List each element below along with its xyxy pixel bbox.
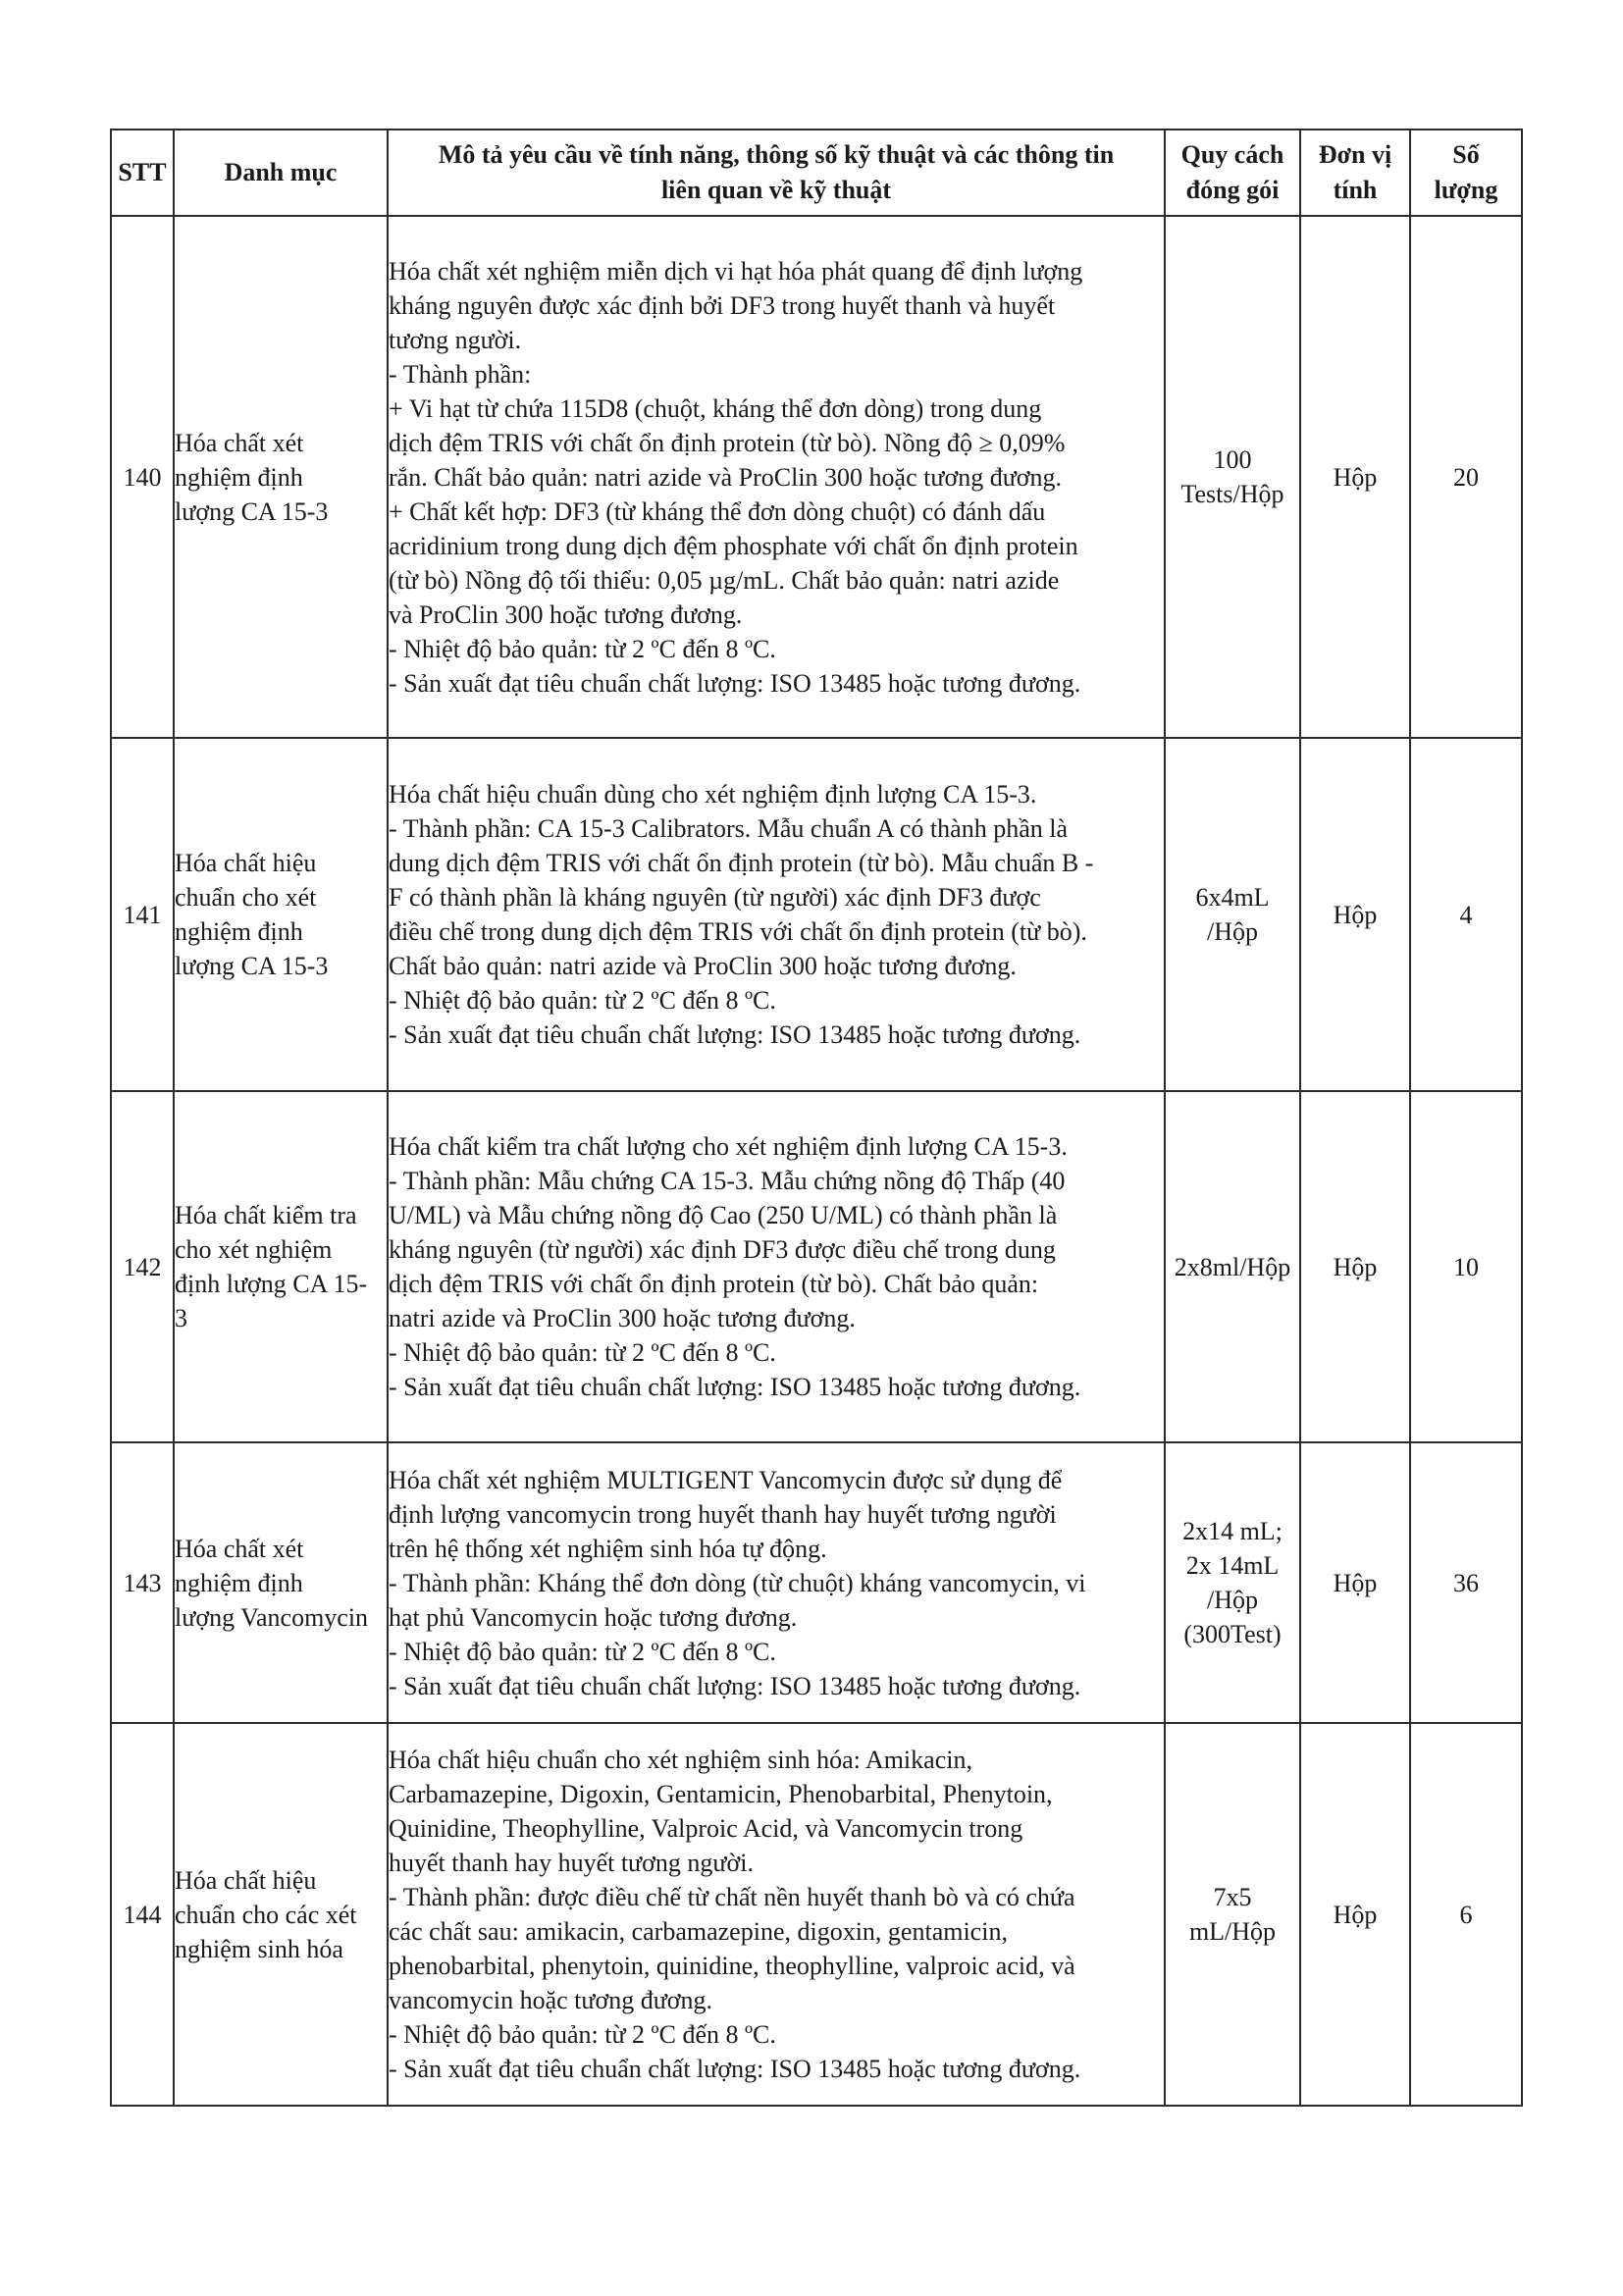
table-header-row bbox=[111, 130, 1522, 216]
row-desc-line: Hóa chất kiểm tra chất lượng cho xét nghiệm định lượng CA 15-3. bbox=[389, 1132, 1068, 1161]
row-stt: 140 bbox=[111, 216, 174, 738]
row-desc-line: U/ML) và Mẫu chứng nồng độ Cao (250 U/ML) có thành phần là bbox=[389, 1201, 1058, 1229]
row-stt: 143 bbox=[111, 1442, 174, 1723]
row-name-line: cho xét nghiệm bbox=[175, 1235, 333, 1264]
row-stt: 142 bbox=[111, 1091, 174, 1442]
row-name-line: định lượng CA 15- bbox=[175, 1270, 368, 1298]
row-desc-line: dung dịch đệm TRIS với chất ổn định protein (từ bò). Mẫu chuẩn B - bbox=[389, 849, 1094, 877]
row-quantity: 6 bbox=[1410, 1723, 1522, 2106]
row-name-line: Hóa chất xét bbox=[175, 1534, 304, 1563]
row-pack-line: 2x14 mL; bbox=[1182, 1517, 1283, 1545]
row-desc-line: dịch đệm TRIS với chất ổn định protein (từ bò). Chất bảo quản: bbox=[389, 1270, 1039, 1298]
row-desc-line: + Vi hạt từ chứa 115D8 (chuột, kháng thể đơn dòng) trong dung bbox=[389, 393, 1042, 423]
row-desc-line: huyết thanh hay huyết tương người. bbox=[389, 1849, 754, 1877]
row-name-line: nghiệm định bbox=[175, 1568, 303, 1597]
row-desc-line: + Chất kết hợp: DF3 (từ kháng thể đơn dòng chuột) có đánh dấu bbox=[389, 496, 1046, 526]
row-name bbox=[174, 1442, 388, 1723]
row-desc-line: - Nhiệt độ bảo quản: từ 2 ºC đến 8 ºC. bbox=[389, 1637, 776, 1666]
header-pack-line: Quy cách bbox=[1180, 140, 1284, 169]
table-row bbox=[111, 738, 1522, 1091]
row-stt: 141 bbox=[111, 738, 174, 1091]
row-description bbox=[388, 738, 1165, 1091]
row-name-line: lượng CA 15-3 bbox=[175, 952, 329, 980]
specification-table bbox=[110, 129, 1523, 2107]
row-packaging bbox=[1165, 738, 1300, 1091]
row-packaging bbox=[1165, 1091, 1300, 1442]
row-desc-line: - Sản xuất đạt tiêu chuẩn chất lượng: ISO 13485 hoặc tương đương. bbox=[389, 1373, 1081, 1401]
row-desc-line: trên hệ thống xét nghiệm sinh hóa tự động. bbox=[389, 1534, 827, 1563]
row-desc-line: Hóa chất xét nghiệm miễn dịch vi hạt hóa phát quang để định lượng bbox=[389, 256, 1083, 286]
row-pack-line: Tests/Hộp bbox=[1180, 480, 1284, 508]
row-desc-line: Chất bảo quản: natri azide và ProClin 300 hoặc tương đương. bbox=[389, 952, 1017, 980]
row-name-line: lượng Vancomycin bbox=[175, 1602, 369, 1632]
row-desc-line: F có thành phần là kháng nguyên (từ người) xác định DF3 được bbox=[389, 883, 1041, 912]
row-pack-line: 2x8ml/Hộp bbox=[1174, 1252, 1291, 1281]
row-unit: Hộp bbox=[1300, 738, 1410, 1091]
row-desc-line: - Thành phần: Kháng thể đơn dòng (từ chuột) kháng vancomycin, vi bbox=[389, 1568, 1086, 1597]
row-unit: Hộp bbox=[1300, 1442, 1410, 1723]
row-name-line: Hóa chất xét bbox=[175, 428, 304, 457]
header-qty bbox=[1410, 130, 1522, 216]
row-name-line: nghiệm sinh hóa bbox=[175, 1934, 343, 1963]
header-unit bbox=[1300, 130, 1410, 216]
row-desc-line: hạt phủ Vancomycin hoặc tương đương. bbox=[389, 1602, 798, 1632]
row-name-line: nghiệm định bbox=[175, 462, 303, 492]
row-description bbox=[388, 216, 1165, 738]
row-desc-line: rắn. Chất bảo quản: natri azide và ProClin 300 hoặc tương đương. bbox=[389, 462, 1063, 492]
row-desc-line: acridinium trong dung dịch đệm phosphate với chất ổn định protein bbox=[389, 531, 1078, 560]
row-unit: Hộp bbox=[1300, 1723, 1410, 2106]
row-desc-line: Hóa chất hiệu chuẩn cho xét nghiệm sinh hóa: Amikacin, bbox=[389, 1746, 972, 1774]
row-desc-line: Carbamazepine, Digoxin, Gentamicin, Phenobarbital, Phenytoin, bbox=[389, 1780, 1053, 1808]
row-packaging bbox=[1165, 1442, 1300, 1723]
row-desc-line: - Thành phần: Mẫu chứng CA 15-3. Mẫu chứng nồng độ Thấp (40 bbox=[389, 1167, 1066, 1195]
table-row bbox=[111, 216, 1522, 738]
row-desc-line: Hóa chất xét nghiệm MULTIGENT Vancomycin được sử dụng để bbox=[389, 1465, 1063, 1494]
row-pack-line: (300Test) bbox=[1183, 1620, 1282, 1648]
row-desc-line: - Nhiệt độ bảo quản: từ 2 ºC đến 8 ºC. bbox=[389, 986, 776, 1015]
row-name-line: chuẩn cho các xét bbox=[175, 1900, 357, 1929]
row-desc-line: - Nhiệt độ bảo quản: từ 2 ºC đến 8 ºC. bbox=[389, 2020, 776, 2049]
header-pack-line: đóng gói bbox=[1185, 176, 1280, 204]
row-name bbox=[174, 216, 388, 738]
row-pack-line: /Hộp bbox=[1207, 917, 1258, 946]
row-unit: Hộp bbox=[1300, 1091, 1410, 1442]
row-desc-line: dịch đệm TRIS với chất ổn định protein (từ bò). Nồng độ ≥ 0,09% bbox=[389, 428, 1066, 457]
row-name-line: Hóa chất hiệu bbox=[175, 1865, 317, 1895]
table-row bbox=[111, 1091, 1522, 1442]
row-desc-line: vancomycin hoặc tương đương. bbox=[389, 1986, 713, 2014]
row-quantity: 36 bbox=[1410, 1442, 1522, 1723]
row-desc-line: và ProClin 300 hoặc tương đương. bbox=[389, 600, 743, 629]
row-quantity: 20 bbox=[1410, 216, 1522, 738]
row-name-line: nghiệm định bbox=[175, 917, 303, 946]
row-desc-line: - Nhiệt độ bảo quản: từ 2 ºC đến 8 ºC. bbox=[389, 1338, 776, 1367]
header-pack bbox=[1165, 130, 1300, 216]
row-desc-line: các chất sau: amikacin, carbamazepine, digoxin, gentamicin, bbox=[389, 1917, 1008, 1946]
header-name: Danh mục bbox=[174, 130, 388, 216]
row-description bbox=[388, 1091, 1165, 1442]
row-stt: 144 bbox=[111, 1723, 174, 2106]
row-desc-line: định lượng vancomycin trong huyết thanh hay huyết tương người bbox=[389, 1499, 1057, 1529]
row-name-line: 3 bbox=[175, 1304, 187, 1332]
row-packaging bbox=[1165, 1723, 1300, 2106]
row-desc-line: Hóa chất hiệu chuẩn dùng cho xét nghiệm định lượng CA 15-3. bbox=[389, 780, 1037, 809]
row-quantity: 10 bbox=[1410, 1091, 1522, 1442]
header-qty-line: lượng bbox=[1434, 176, 1498, 204]
header-unit-line: tính bbox=[1333, 176, 1378, 204]
row-name bbox=[174, 1723, 388, 2106]
row-pack-line: mL/Hộp bbox=[1188, 1917, 1277, 1946]
row-desc-line: - Nhiệt độ bảo quản: từ 2 ºC đến 8 ºC. bbox=[389, 634, 776, 663]
header-desc-line: Mô tả yêu cầu về tính năng, thông số kỹ thuật và các thông tin bbox=[438, 140, 1115, 169]
row-pack-line: 2x 14mL bbox=[1185, 1551, 1280, 1580]
row-desc-line: Quinidine, Theophylline, Valproic Acid, và Vancomycin trong bbox=[389, 1814, 1023, 1843]
header-stt: STT bbox=[111, 130, 174, 216]
row-description bbox=[388, 1723, 1165, 2106]
row-pack-line: 6x4mL bbox=[1195, 883, 1270, 912]
row-desc-line: - Sản xuất đạt tiêu chuẩn chất lượng: ISO 13485 hoặc tương đương. bbox=[389, 1020, 1081, 1049]
table-row bbox=[111, 1442, 1522, 1723]
row-name bbox=[174, 738, 388, 1091]
row-name bbox=[174, 1091, 388, 1442]
row-desc-line: - Thành phần: bbox=[389, 359, 532, 389]
row-name-line: Hóa chất kiểm tra bbox=[175, 1201, 357, 1229]
row-desc-line: kháng nguyên được xác định bởi DF3 trong huyết thanh và huyết bbox=[389, 290, 1056, 320]
row-desc-line: điều chế trong dung dịch đệm TRIS với chất ổn định protein (từ bò). bbox=[389, 917, 1087, 946]
row-desc-line: - Sản xuất đạt tiêu chuẩn chất lượng: ISO 13485 hoặc tương đương. bbox=[389, 668, 1081, 698]
table-row bbox=[111, 1723, 1522, 2106]
row-unit: Hộp bbox=[1300, 216, 1410, 738]
row-desc-line: - Thành phần: CA 15-3 Calibrators. Mẫu chuẩn A có thành phần là bbox=[389, 814, 1068, 843]
row-pack-line: /Hộp bbox=[1207, 1586, 1258, 1614]
row-quantity: 4 bbox=[1410, 738, 1522, 1091]
header-desc bbox=[388, 130, 1165, 216]
row-desc-line: natri azide và ProClin 300 hoặc tương đương. bbox=[389, 1304, 856, 1332]
row-name-line: lượng CA 15-3 bbox=[175, 496, 329, 526]
row-desc-line: - Thành phần: được điều chế từ chất nền huyết thanh bò và có chứa bbox=[389, 1883, 1075, 1911]
row-desc-line: - Sản xuất đạt tiêu chuẩn chất lượng: ISO 13485 hoặc tương đương. bbox=[389, 1671, 1081, 1700]
row-pack-line: 7x5 bbox=[1213, 1883, 1252, 1911]
row-name-line: chuẩn cho xét bbox=[175, 883, 317, 912]
header-desc-line: liên quan về kỹ thuật bbox=[660, 176, 892, 204]
row-desc-line: phenobarbital, phenytoin, quinidine, theophylline, valproic acid, và bbox=[389, 1952, 1075, 1980]
row-pack-line: 100 bbox=[1213, 445, 1252, 474]
row-desc-line: (từ bò) Nồng độ tối thiểu: 0,05 µg/mL. Chất bảo quản: natri azide bbox=[389, 565, 1060, 595]
header-qty-line: Số bbox=[1452, 140, 1480, 169]
row-desc-line: tương người. bbox=[389, 325, 522, 354]
row-name-line: Hóa chất hiệu bbox=[175, 849, 317, 877]
row-desc-line: kháng nguyên (từ người) xác định DF3 được điều chế trong dung bbox=[389, 1235, 1056, 1264]
header-unit-line: Đơn vị bbox=[1318, 140, 1392, 169]
row-desc-line: - Sản xuất đạt tiêu chuẩn chất lượng: ISO 13485 hoặc tương đương. bbox=[389, 2055, 1081, 2083]
row-packaging bbox=[1165, 216, 1300, 738]
row-description bbox=[388, 1442, 1165, 1723]
